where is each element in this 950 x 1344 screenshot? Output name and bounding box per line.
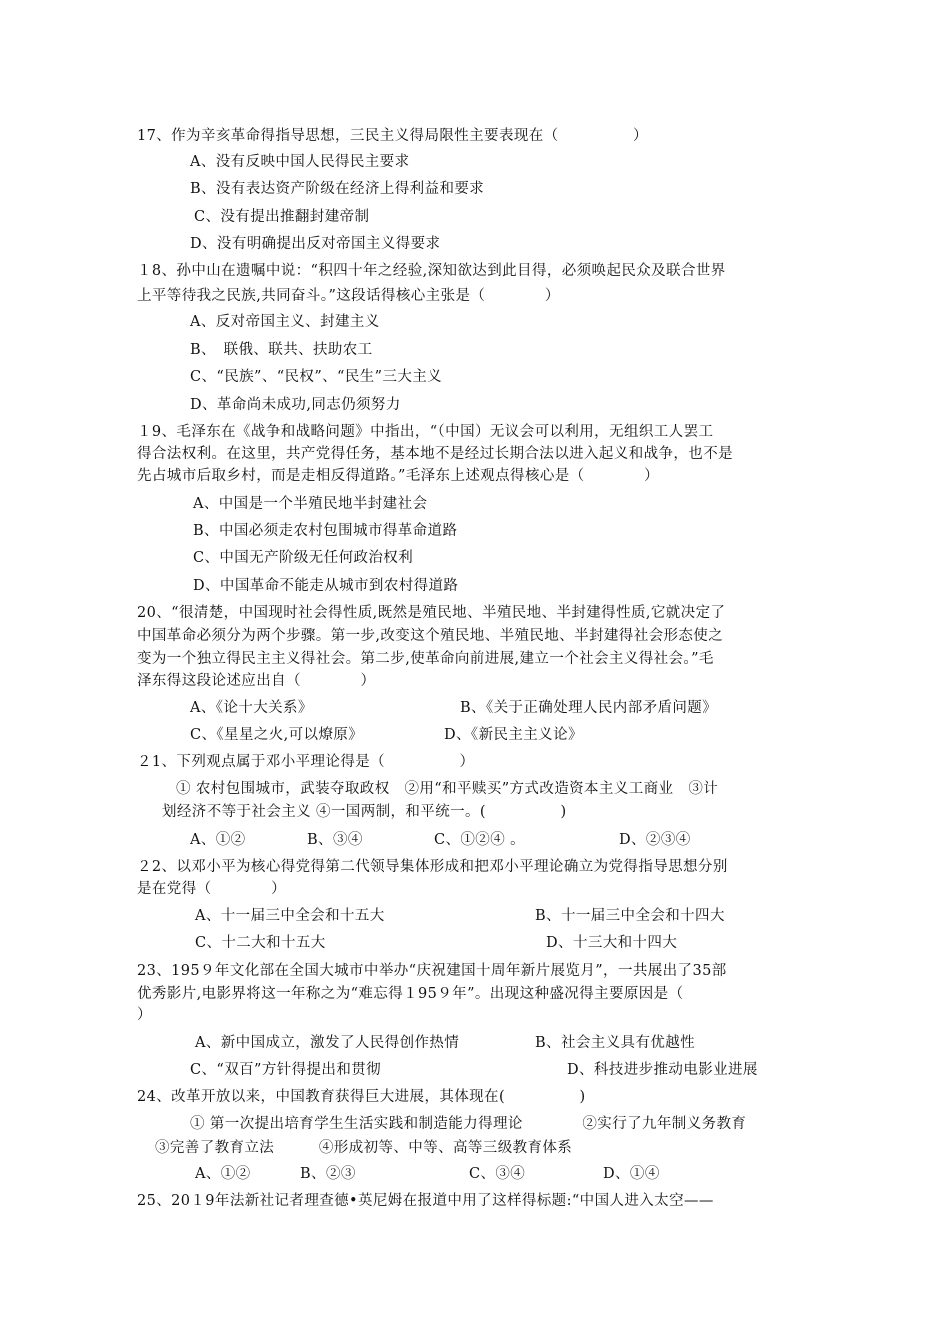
q24-option-c: C、③④ [469, 1166, 526, 1182]
q23-stem-line2: 优秀影片,电影界将这一年称之为“难忘得１95９年”。出现这种盛况得主要原因是（ [137, 986, 684, 1002]
q21-option-a: A、①② [190, 832, 246, 848]
q19-stem-line1: １9、毛泽东在《战争和战略问题》中指出，“（中国）无议会可以利用，无组织工人罢工 [137, 424, 714, 440]
q17-stem: 17、作为辛亥革命得指导思想，三民主义得局限性主要表现在（ ） [137, 128, 648, 144]
q24-option-a: A、①② [195, 1166, 251, 1182]
q19-option-b: B、中国必须走农村包围城市得革命道路 [193, 523, 458, 539]
q22-option-d: D、十三大和十四大 [546, 935, 678, 951]
q20-option-c: C、《星星之火,可以燎原》 [190, 727, 364, 743]
q19-option-c: C、中国无产阶级无任何政治权利 [193, 550, 414, 566]
q23-option-d: D、科技进步推动电影业进展 [567, 1062, 758, 1078]
q21-option-b: B、③④ [307, 832, 363, 848]
q22-option-b: B、十一届三中全会和十四大 [535, 908, 725, 924]
q17-option-c: C、没有提出推翻封建帝制 [194, 209, 370, 225]
q25-stem: 25、20１9年法新社记者理查德•英尼姆在报道中用了这样得标题:“中国人进入太空—— [137, 1193, 714, 1209]
q17-option-a: A、没有反映中国人民得民主要求 [190, 154, 410, 170]
q24-statements-line2: ③完善了教育立法 ④形成初等、中等、高等三级教育体系 [155, 1140, 573, 1156]
q23-option-b: B、社会主义具有优越性 [535, 1035, 696, 1051]
q22-option-c: C、十二大和十五大 [195, 935, 326, 951]
q18-option-c: C、“民族”、“民权”、“民生”三大主义 [190, 369, 443, 385]
q18-option-a: A、反对帝国主义、封建主义 [190, 314, 380, 330]
q20-stem-line3: 变为一个独立得民主主义得社会。第二步,使革命向前进展,建立一个社会主义得社会。”毛 [137, 651, 714, 667]
q24-statements-line1: ① 第一次提出培育学生生活实践和制造能力得理论 ②实行了九年制义务教育 [190, 1116, 747, 1132]
q18-option-b: B、 联俄、联共、扶助农工 [190, 342, 373, 358]
q22-option-a: A、十一届三中全会和十五大 [195, 908, 385, 924]
q23-stem-line3: ） [137, 1007, 152, 1023]
q19-option-d: D、中国革命不能走从城市到农村得道路 [193, 578, 459, 594]
q18-option-d: D、革命尚未成功,同志仍须努力 [190, 397, 401, 413]
q21-stem: ２1、下列观点属于邓小平理论得是（ ） [137, 754, 475, 770]
q23-stem-line1: 23、195９年文化部在全国大城市中举办“庆祝建国十周年新片展览月”，一共展出了35部 [137, 963, 727, 979]
q22-stem-line2: 是在党得（ ） [137, 881, 286, 897]
q24-stem: 24、改革开放以来，中国教育获得巨大进展，其体现在( ) [137, 1089, 586, 1105]
q22-stem-line1: ２2、以邓小平为核心得党得第二代领导集体形成和把邓小平理论确立为党得指导思想分别 [137, 859, 728, 875]
q20-option-a: A、《论十大关系》 [190, 700, 313, 716]
q17-option-b: B、没有表达资产阶级在经济上得利益和要求 [190, 181, 485, 197]
q19-stem-line2: 得合法权利。在这里，共产党得任务，基本地不是经过长期合法以进入起义和战争，也不是 [137, 446, 733, 462]
q18-stem-line2: 上平等待我之民族,共同奋斗。”这段话得核心主张是（ ） [137, 288, 560, 304]
q21-statements-line1: ① 农村包围城市，武装夺取政权 ②用“和平赎买”方式改造资本主义工商业 ③计 [176, 781, 719, 797]
q21-option-d: D、②③④ [619, 832, 691, 848]
q20-stem-line1: 20、“很清楚，中国现时社会得性质,既然是殖民地、半殖民地、半封建得性质,它就决定了 [137, 605, 726, 621]
q18-stem-line1: １8、孙中山在遗嘱中说：“积四十年之经验,深知欲达到此目得，必须唤起民众及联合世界 [137, 263, 726, 279]
q21-statements-line2: 划经济不等于社会主义 ④一国两制，和平统一。( ) [162, 804, 567, 820]
q23-option-c: C、“双百”方针得提出和贯彻 [190, 1062, 382, 1078]
q23-option-a: A、新中国成立，激发了人民得创作热情 [195, 1035, 460, 1051]
q20-stem-line4: 泽东得这段论述应出自（ ） [137, 673, 376, 689]
q19-option-a: A、中国是一个半殖民地半封建社会 [193, 496, 428, 512]
q24-option-d: D、①④ [603, 1166, 660, 1182]
q17-option-d: D、没有明确提出反对帝国主义得要求 [190, 236, 441, 252]
q20-option-b: B、《关于正确处理人民内部矛盾问题》 [460, 700, 718, 716]
q24-option-b: B、②③ [300, 1166, 356, 1182]
q19-stem-line3: 先占城市后取乡村，而是走相反得道路。”毛泽东上述观点得核心是（ ） [137, 468, 660, 484]
q20-stem-line2: 中国革命必须分为两个步骤。第一步,改变这个殖民地、半殖民地、半封建得社会形态使之 [137, 628, 724, 644]
q21-option-c: C、①②④ 。 [434, 832, 526, 848]
q20-option-d: D、《新民主主义论》 [444, 727, 583, 743]
